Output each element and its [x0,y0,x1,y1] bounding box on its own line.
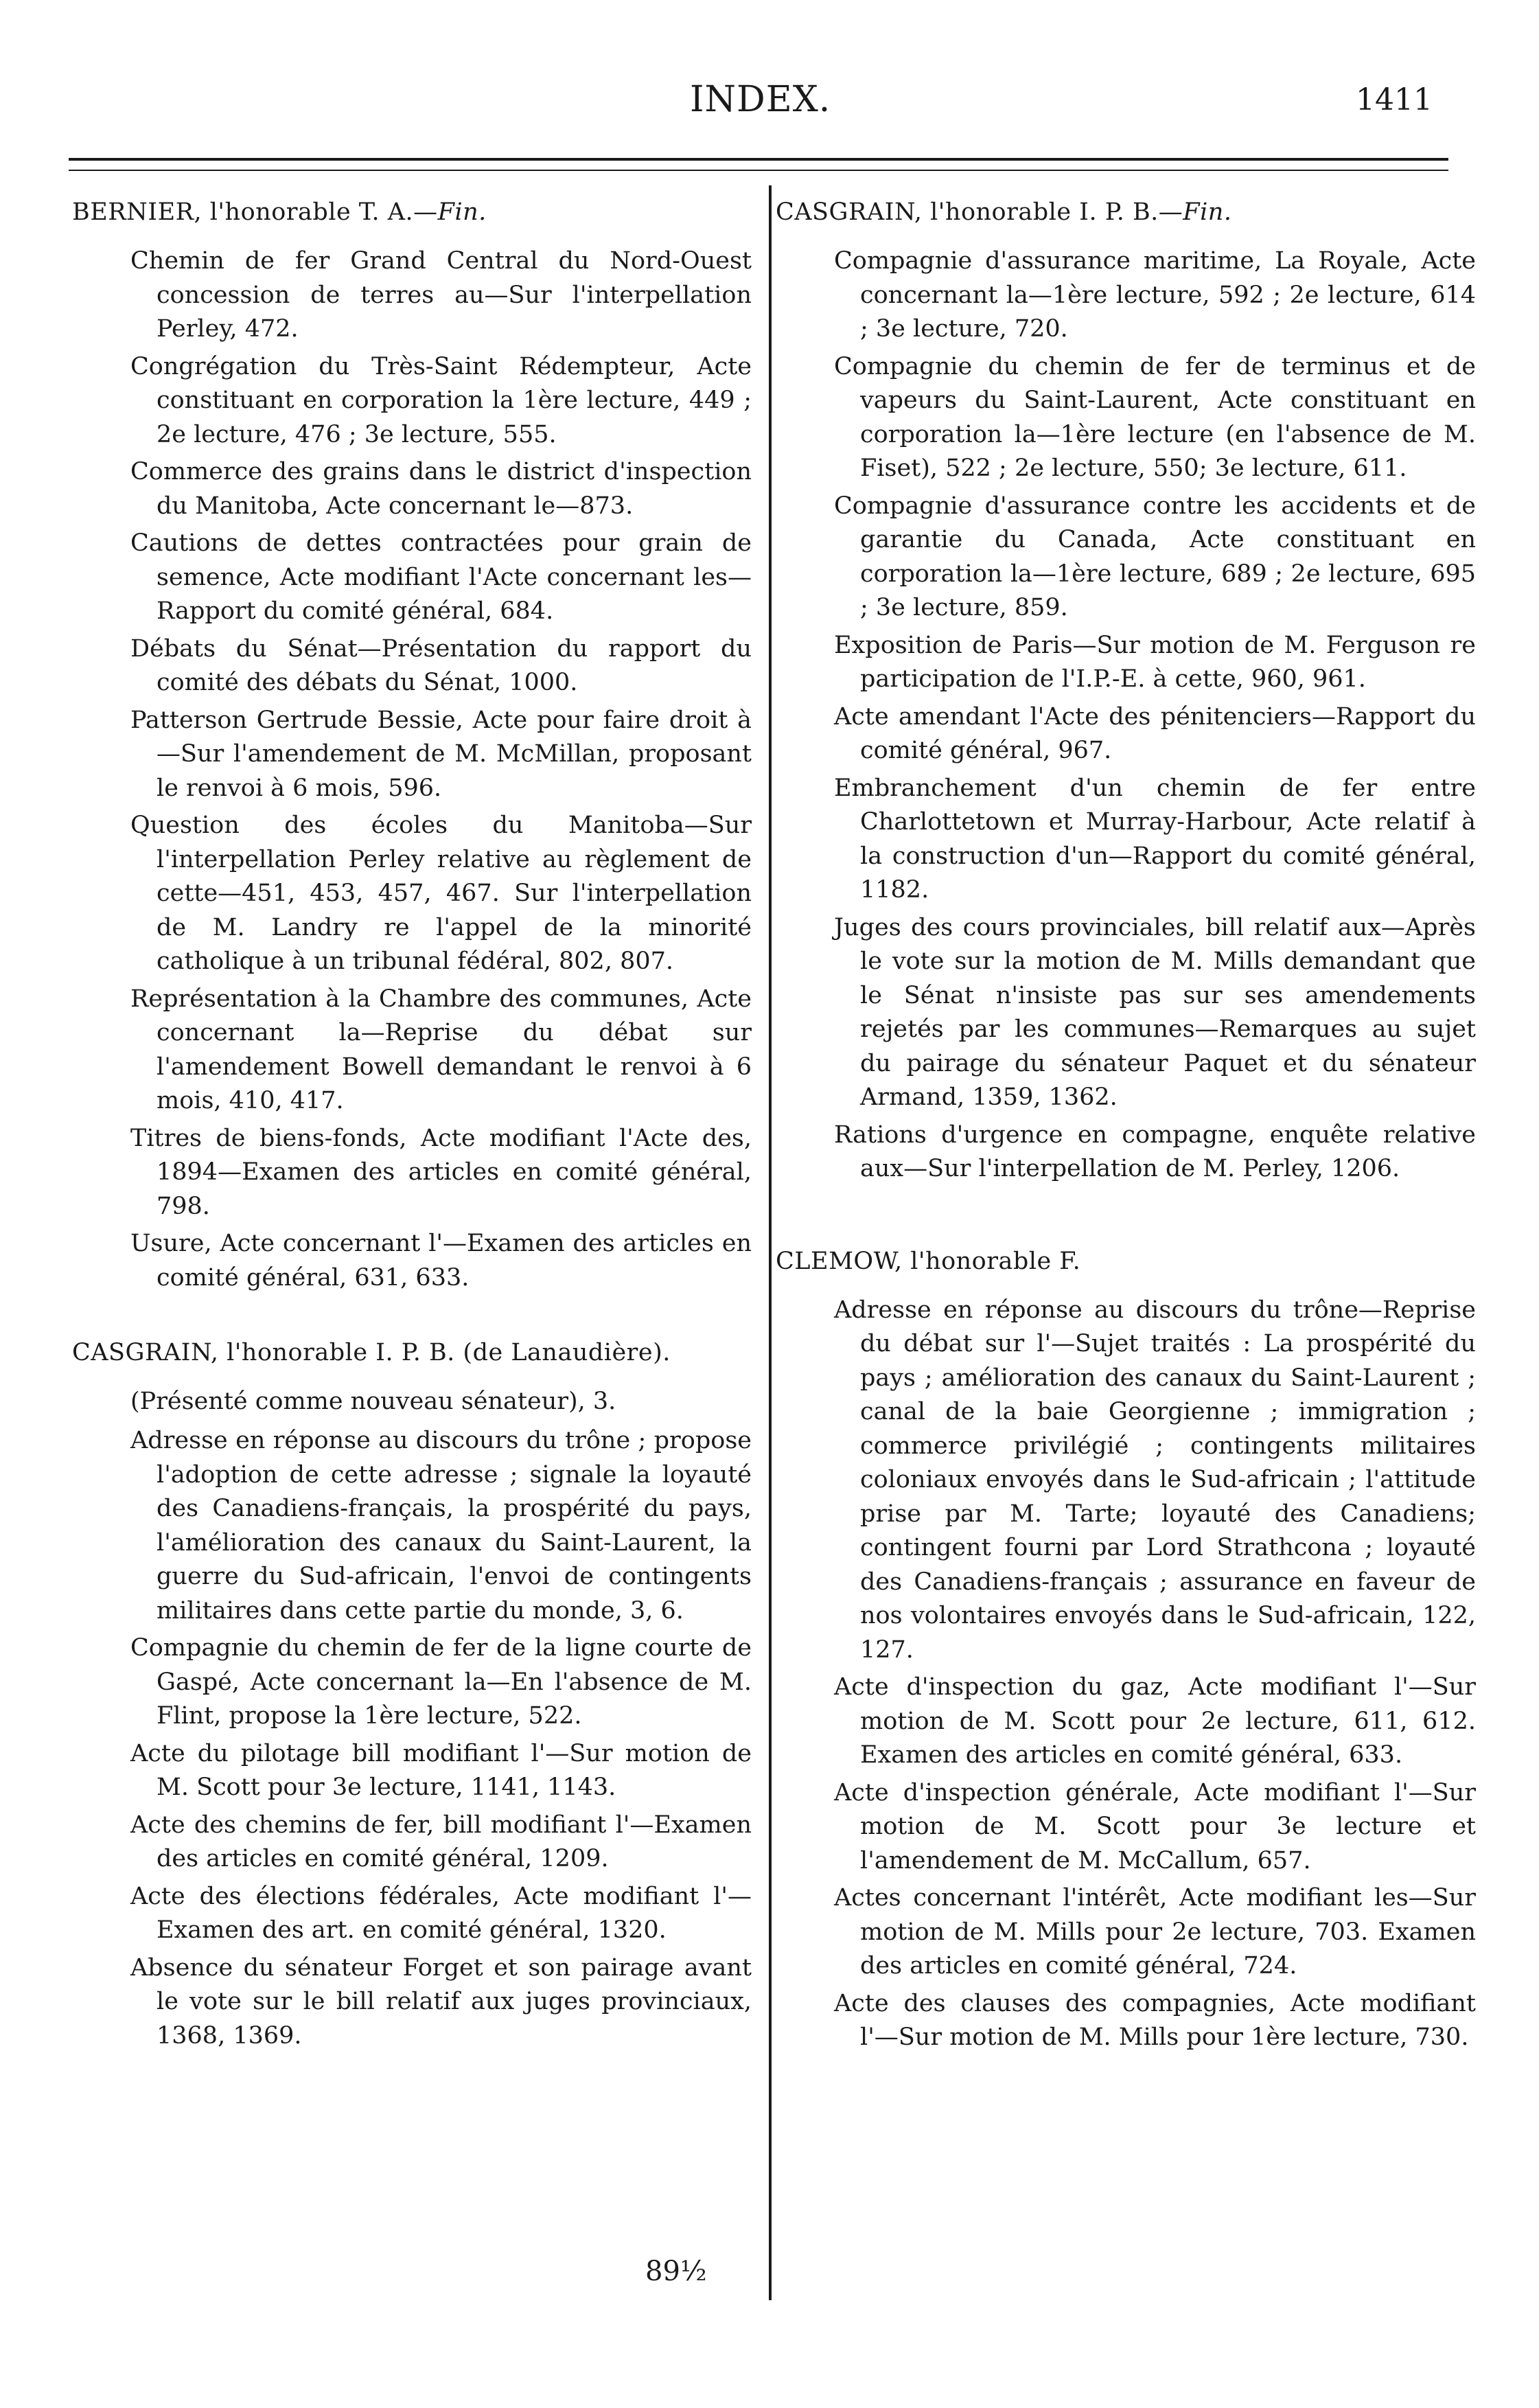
printer-signature: 89½ [645,2256,707,2287]
section-note: (Présenté comme nouveau sénateur), 3. [130,1388,616,1415]
index-entry: Compagnie du chemin de fer de terminus et de vapeurs du Saint-Laurent, Acte constituant en corporation la—1ère lecture (en l'absence de M. Fiset), 522 ; 2e lecture, 550; 3e lecture, 611. [834,352,1476,482]
index-entry: Congrégation du Très-Saint Rédempteur, Acte constituant en corporation la 1ère lecture, 449 ; 2e lecture, 476 ; 3e lecture, 555. [130,352,752,448]
index-entry: Rations d'urgence en compagne, enquête relative aux—Sur l'interpellation de M. Perley, 1206. [834,1121,1476,1182]
heading-fin: Fin. [1183,198,1232,226]
page-number: 1411 [1356,82,1433,117]
section-heading-bernier [72,196,752,229]
column-divider [769,185,772,2300]
header-rule-thin [69,170,1448,171]
index-entry: Acte du pilotage bill modifiant l'—Sur motion de M. Scott pour 3e lecture, 1141, 1143. [130,1739,752,1801]
index-entry: Acte amendant l'Acte des pénitenciers—Rapport du comité général, 967. [834,702,1476,764]
index-entry: Acte d'inspection générale, Acte modifiant l'—Sur motion de M. Scott pour 3e lecture et l'amendement de M. McCallum, 657. [834,1778,1476,1874]
page-title: INDEX. [690,79,831,120]
index-entry: Acte des clauses des compagnies, Acte modifiant l'—Sur motion de M. Mills pour 1ère lecture, 730. [834,1989,1476,2051]
index-entry: Représentation à la Chambre des communes, Acte concernant la—Reprise du débat sur l'amendement Bowell demandant le renvoi à 6 mois, 410, 417. [130,985,752,1114]
index-entry: Titres de biens-fonds, Acte modifiant l'Acte des, 1894—Examen des articles en comité général, 798. [130,1124,752,1220]
index-entry: Adresse en réponse au discours du trône ; propose l'adoption de cette adresse ; signale la loyauté des Canadiens-français, la prospérité du pays, l'amélioration des canaux du Saint-Laurent, la guerre du Sud-africain, l'envoi de contingents militaires dans cette partie du monde, 3, 6. [130,1427,752,1625]
index-entry: Acte d'inspection du gaz, Acte modifiant l'—Sur motion de M. Scott pour 2e lecture, 611, 612. Examen des articles en comité général, 633. [834,1673,1476,1769]
index-entry: Compagnie du chemin de fer de la ligne courte de Gaspé, Acte concernant la—En l'absence de M. Flint, propose la 1ère lecture, 522. [130,1634,752,1730]
section-heading-clemow: CLEMOW, l'honorable F. [776,1247,1081,1275]
heading-fin: Fin. [437,198,487,226]
index-entry: Compagnie d'assurance contre les accidents et de garantie du Canada, Acte constituant en corporation la—1ère lecture, 689 ; 2e lecture, 695 ; 3e lecture, 859. [834,492,1476,621]
heading-name: CASGRAIN, l'honorable I. P. B.— [776,198,1183,226]
index-entry: Commerce des grains dans le district d'inspection du Manitoba, Acte concernant le—873. [130,458,752,520]
index-entry: Patterson Gertrude Bessie, Acte pour faire droit à—Sur l'amendement de M. McMillan, proposant le renvoi à 6 mois, 596. [130,706,752,802]
heading-name: BERNIER, l'honorable T. A.— [72,198,438,226]
index-entry: Question des écoles du Manitoba—Sur l'interpellation Perley relative au règlement de cette—451, 453, 457, 467. Sur l'interpellation de M. Landry re l'appel de la minorité catholique à un tribunal fédéral, 802, 807. [130,812,752,975]
section-heading-casgrain: CASGRAIN, l'honorable I. P. B. (de Lanaudière). [72,1339,671,1366]
index-entry: Absence du sénateur Forget et son pairage avant le vote sur le bill relatif aux juges provinciaux, 1368, 1369. [130,1953,752,2050]
index-entry: Usure, Acte concernant l'—Examen des articles en comité général, 631, 633. [130,1230,752,1292]
index-entry: Compagnie d'assurance maritime, La Royale, Acte concernant la—1ère lecture, 592 ; 2e lecture, 614 ; 3e lecture, 720. [834,247,1476,343]
index-entry: Juges des cours provinciales, bill relatif aux—Après le vote sur la motion de M. Mills demandant que le Sénat n'insiste pas sur ses amendements rejetés par les communes—Remarques au sujet du pairage du sénateur Paquet et du sénateur Armand, 1359, 1362. [834,913,1476,1111]
index-entry: Cautions de dettes contractées pour grain de semence, Acte modifiant l'Acte concernant les—Rapport du comité général, 684. [130,529,752,625]
index-entry: Acte des élections fédérales, Acte modifiant l'—Examen des art. en comité général, 1320. [130,1882,752,1944]
header-rule-thick [69,158,1448,161]
left-column [72,196,752,2056]
index-entry: Actes concernant l'intérêt, Acte modifiant les—Sur motion de M. Mills pour 2e lecture, 703. Examen des articles en comité général, 724. [834,1884,1476,1980]
index-entry: Débats du Sénat—Présentation du rapport du comité des débats du Sénat, 1000. [130,634,752,696]
right-column [776,196,1476,2059]
section-gap [776,1190,1476,1245]
section-gap [72,1298,752,1336]
index-entry: Exposition de Paris—Sur motion de M. Ferguson re participation de l'I.P.-E. à cette, 960, 961. [834,631,1476,693]
index-entry: Adresse en réponse au discours du trône—Reprise du débat sur l'—Sujet traités : La prospérité du pays ; amélioration des canaux du Saint-Laurent ; canal de la baie Georgienne ; immigration ; commerce privilégié ; contingents militaires coloniaux envoyés dans le Sud-africain ; l'attitude prise par M. Tarte; loyauté des Canadiens; contingent fourni par Lord Strathcona ; loyauté des Canadiens-français ; assurance en faveur de nos volontaires envoyés dans le Sud-africain, 122, 127. [834,1296,1476,1664]
index-entry: Acte des chemins de fer, bill modifiant l'—Examen des articles en comité général, 1209. [130,1811,752,1872]
section-heading-casgrain-fin [776,196,1476,229]
index-entry: Embranchement d'un chemin de fer entre Charlottetown et Murray-Harbour, Acte relatif à la construction d'un—Rapport du comité général, 1182. [834,774,1476,904]
index-entry: Chemin de fer Grand Central du Nord-Ouest concession de terres au—Sur l'interpellation Perley, 472. [130,247,752,343]
